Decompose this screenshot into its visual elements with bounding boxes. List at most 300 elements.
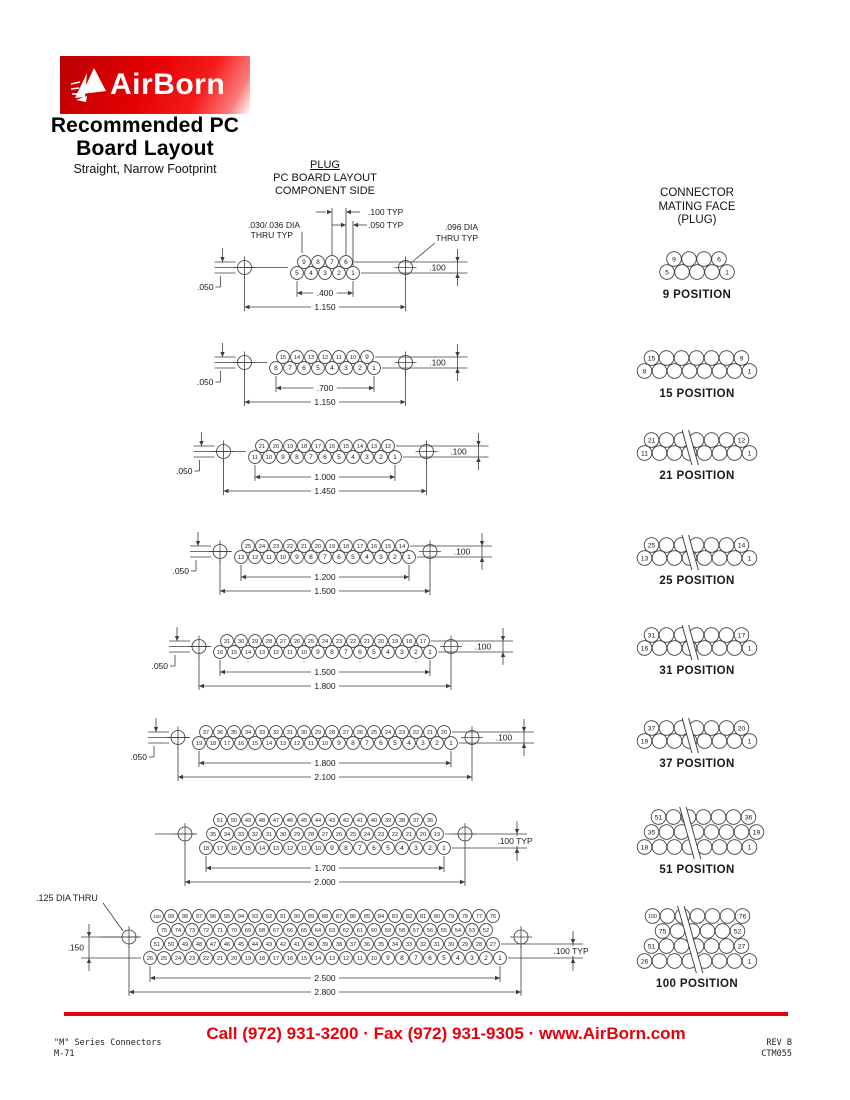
svg-text:6: 6 <box>323 454 327 462</box>
svg-text:43: 43 <box>265 942 273 949</box>
svg-text:83: 83 <box>391 914 399 921</box>
svg-text:19: 19 <box>286 444 294 451</box>
svg-text:4: 4 <box>365 554 369 562</box>
svg-text:30: 30 <box>279 832 287 839</box>
svg-text:32: 32 <box>272 730 280 737</box>
svg-text:29: 29 <box>461 942 469 949</box>
svg-text:48: 48 <box>258 818 266 825</box>
svg-text:5: 5 <box>295 270 299 278</box>
svg-text:.100: .100 <box>474 641 492 652</box>
svg-text:.100: .100 <box>450 446 467 457</box>
svg-text:5: 5 <box>337 454 341 462</box>
svg-text:23: 23 <box>335 639 343 646</box>
svg-text:98: 98 <box>181 914 189 921</box>
svg-text:.050: .050 <box>151 661 168 671</box>
plug-header-line1: PLUG <box>310 159 340 171</box>
svg-text:5: 5 <box>372 649 376 657</box>
svg-text:27: 27 <box>321 832 329 839</box>
svg-text:.400: .400 <box>316 287 334 298</box>
svg-text:1: 1 <box>747 738 752 746</box>
svg-text:12: 12 <box>737 437 746 445</box>
svg-text:13: 13 <box>279 741 287 748</box>
svg-text:4: 4 <box>330 365 334 373</box>
svg-text:47: 47 <box>272 818 280 825</box>
svg-text:13: 13 <box>272 846 280 853</box>
svg-text:16: 16 <box>230 846 238 853</box>
svg-text:20: 20 <box>272 444 280 451</box>
svg-text:12: 12 <box>384 444 392 451</box>
svg-text:8: 8 <box>309 554 313 562</box>
svg-text:20: 20 <box>314 544 322 551</box>
svg-text:7: 7 <box>358 845 362 853</box>
svg-text:.125 DIA THRU: .125 DIA THRU <box>36 893 98 903</box>
svg-text:71: 71 <box>216 928 224 935</box>
svg-text:9: 9 <box>316 649 320 657</box>
svg-text:3: 3 <box>470 955 474 963</box>
svg-text:1: 1 <box>498 955 502 963</box>
svg-text:2: 2 <box>393 554 397 562</box>
svg-text:51: 51 <box>216 818 224 825</box>
svg-text:18: 18 <box>300 444 308 451</box>
series-number: M-71 <box>54 1049 75 1059</box>
svg-text:36: 36 <box>216 730 224 737</box>
svg-text:31: 31 <box>223 639 231 646</box>
svg-text:1: 1 <box>747 958 752 966</box>
svg-text:12: 12 <box>321 355 329 362</box>
svg-text:26: 26 <box>640 958 649 966</box>
svg-text:21: 21 <box>426 730 434 737</box>
svg-text:31: 31 <box>286 730 294 737</box>
svg-text:22: 22 <box>412 730 420 737</box>
svg-text:94: 94 <box>237 914 245 921</box>
svg-text:31: 31 <box>265 832 273 839</box>
svg-text:37: 37 <box>412 818 420 825</box>
svg-text:27: 27 <box>737 943 746 951</box>
svg-text:15: 15 <box>384 544 392 551</box>
svg-text:1: 1 <box>747 844 752 852</box>
svg-text:17: 17 <box>272 956 280 963</box>
svg-text:21: 21 <box>405 832 413 839</box>
svg-text:77: 77 <box>475 914 483 921</box>
svg-text:24: 24 <box>321 639 329 646</box>
svg-text:5: 5 <box>393 740 397 748</box>
svg-text:59: 59 <box>384 928 392 935</box>
mating-header-line3: (PLUG) <box>677 214 717 226</box>
svg-text:18: 18 <box>342 544 350 551</box>
svg-text:27: 27 <box>279 639 287 646</box>
plug-header-line2: PC BOARD LAYOUT <box>273 172 377 184</box>
svg-text:1: 1 <box>351 270 355 278</box>
svg-text:46: 46 <box>223 942 231 949</box>
svg-text:10: 10 <box>279 555 287 562</box>
pc-board-layout-21 <box>176 432 489 496</box>
svg-text:51: 51 <box>153 942 161 949</box>
svg-text:13: 13 <box>370 444 378 451</box>
svg-text:62: 62 <box>342 928 350 935</box>
svg-text:15: 15 <box>251 741 259 748</box>
mating-face-37 <box>637 718 757 770</box>
svg-text:44: 44 <box>314 818 322 825</box>
svg-text:16: 16 <box>640 645 649 653</box>
svg-text:41: 41 <box>356 818 364 825</box>
svg-text:8: 8 <box>316 259 320 267</box>
svg-text:.100: .100 <box>429 357 446 368</box>
svg-text:17: 17 <box>216 846 224 853</box>
svg-text:89: 89 <box>307 914 315 921</box>
svg-text:11: 11 <box>640 450 649 458</box>
svg-text:12: 12 <box>342 956 350 963</box>
svg-text:THRU TYP: THRU TYP <box>435 233 478 243</box>
svg-text:7: 7 <box>330 259 334 267</box>
mating-face-15 <box>637 351 757 400</box>
svg-text:.100 TYP: .100 TYP <box>553 945 589 956</box>
svg-text:6: 6 <box>717 256 721 264</box>
svg-text:1: 1 <box>725 269 729 277</box>
svg-text:16: 16 <box>286 956 294 963</box>
svg-text:23: 23 <box>377 832 385 839</box>
svg-text:21: 21 <box>300 544 308 551</box>
revision-info <box>761 1038 792 1060</box>
svg-text:27: 27 <box>489 942 497 949</box>
svg-text:20: 20 <box>419 832 427 839</box>
svg-text:7: 7 <box>309 454 313 462</box>
svg-text:64: 64 <box>314 928 322 935</box>
svg-text:37: 37 <box>202 730 210 737</box>
svg-text:33: 33 <box>405 942 413 949</box>
svg-text:29: 29 <box>314 730 322 737</box>
svg-text:17: 17 <box>223 741 231 748</box>
svg-text:3: 3 <box>421 740 425 748</box>
svg-text:40: 40 <box>370 818 378 825</box>
svg-text:16: 16 <box>328 444 336 451</box>
svg-text:24: 24 <box>363 832 371 839</box>
svg-text:15: 15 <box>342 444 350 451</box>
svg-text:75: 75 <box>160 928 168 935</box>
svg-text:45: 45 <box>300 818 308 825</box>
svg-text:46: 46 <box>286 818 294 825</box>
svg-text:38: 38 <box>398 818 406 825</box>
svg-text:73: 73 <box>188 928 196 935</box>
svg-text:2: 2 <box>337 270 341 278</box>
svg-text:12: 12 <box>251 555 259 562</box>
svg-text:.100 TYP: .100 TYP <box>368 207 404 217</box>
svg-text:35: 35 <box>377 942 385 949</box>
svg-text:44: 44 <box>251 942 259 949</box>
svg-text:1.500: 1.500 <box>314 666 336 677</box>
svg-text:25: 25 <box>370 730 378 737</box>
mating-face-25 <box>637 535 757 587</box>
svg-text:51: 51 <box>654 814 663 822</box>
svg-text:7: 7 <box>288 365 292 373</box>
svg-text:18: 18 <box>209 741 217 748</box>
svg-text:22: 22 <box>286 544 294 551</box>
svg-text:6: 6 <box>302 365 306 373</box>
svg-text:10: 10 <box>370 956 378 963</box>
svg-text:2.500: 2.500 <box>314 972 336 983</box>
svg-text:25: 25 <box>160 956 168 963</box>
svg-text:96: 96 <box>209 914 217 921</box>
svg-text:6: 6 <box>344 259 348 267</box>
svg-text:1.450: 1.450 <box>314 485 336 496</box>
svg-text:33: 33 <box>258 730 266 737</box>
series-name: "M" Series Connectors <box>54 1038 162 1048</box>
svg-text:5: 5 <box>442 955 446 963</box>
svg-text:42: 42 <box>279 942 287 949</box>
svg-text:1: 1 <box>747 555 752 563</box>
svg-text:56: 56 <box>426 928 434 935</box>
svg-text:55: 55 <box>440 928 448 935</box>
svg-text:1: 1 <box>747 450 752 458</box>
svg-text:80: 80 <box>433 914 441 921</box>
svg-text:21: 21 <box>647 437 656 445</box>
svg-text:2: 2 <box>484 955 488 963</box>
svg-text:.050: .050 <box>196 282 214 292</box>
svg-text:40: 40 <box>307 942 315 949</box>
svg-text:10: 10 <box>349 355 357 362</box>
svg-text:14: 14 <box>293 355 301 362</box>
svg-text:1: 1 <box>747 368 752 376</box>
svg-text:100: 100 <box>153 913 161 919</box>
svg-text:18: 18 <box>202 846 210 853</box>
svg-text:2: 2 <box>435 740 439 748</box>
svg-text:11: 11 <box>266 555 272 562</box>
svg-text:31 POSITION: 31 POSITION <box>659 665 735 677</box>
series-info <box>54 1038 161 1060</box>
svg-text:20: 20 <box>737 725 746 733</box>
svg-text:76: 76 <box>489 914 497 921</box>
svg-text:8: 8 <box>400 955 404 963</box>
svg-text:4: 4 <box>309 270 313 278</box>
svg-text:1.500: 1.500 <box>314 585 336 596</box>
pc-board-layout-31 <box>151 627 513 691</box>
svg-text:36: 36 <box>426 818 434 825</box>
svg-text:11: 11 <box>308 741 314 748</box>
svg-text:10: 10 <box>265 455 273 462</box>
svg-text:9: 9 <box>386 955 390 963</box>
svg-text:29: 29 <box>251 639 259 646</box>
svg-text:6: 6 <box>428 955 432 963</box>
svg-text:15: 15 <box>279 355 287 362</box>
svg-text:21: 21 <box>216 956 224 963</box>
svg-text:1.800: 1.800 <box>314 757 336 768</box>
svg-text:5: 5 <box>316 365 320 373</box>
plug-header-line3: COMPONENT SIDE <box>274 185 376 197</box>
svg-text:52: 52 <box>482 928 490 935</box>
svg-text:19: 19 <box>391 639 399 646</box>
svg-text:78: 78 <box>461 914 469 921</box>
svg-text:34: 34 <box>223 832 231 839</box>
svg-text:37: 37 <box>647 725 656 733</box>
mating-face-100 <box>637 906 757 990</box>
svg-text:1: 1 <box>407 554 411 562</box>
svg-text:79: 79 <box>447 914 455 921</box>
svg-text:3: 3 <box>379 554 383 562</box>
svg-text:6: 6 <box>379 740 383 748</box>
svg-text:38: 38 <box>335 942 343 949</box>
svg-text:21 POSITION: 21 POSITION <box>659 470 735 482</box>
svg-text:8: 8 <box>642 368 647 376</box>
svg-text:35: 35 <box>230 730 238 737</box>
svg-text:4: 4 <box>456 955 460 963</box>
svg-text:23: 23 <box>398 730 406 737</box>
svg-text:28: 28 <box>475 942 483 949</box>
svg-text:1: 1 <box>449 740 453 748</box>
svg-text:11: 11 <box>336 355 342 362</box>
svg-text:16: 16 <box>237 741 245 748</box>
svg-text:14: 14 <box>356 444 364 451</box>
svg-text:70: 70 <box>230 928 238 935</box>
svg-text:28: 28 <box>328 730 336 737</box>
svg-text:100 POSITION: 100 POSITION <box>655 978 739 990</box>
svg-text:9: 9 <box>281 454 285 462</box>
svg-text:8: 8 <box>344 845 348 853</box>
title-line-1: Recommended PC <box>50 114 240 137</box>
mating-face-31 <box>637 625 757 677</box>
svg-text:53: 53 <box>468 928 476 935</box>
svg-text:15: 15 <box>300 956 308 963</box>
svg-text:1.700: 1.700 <box>314 862 336 873</box>
pc-board-layout-100 <box>36 893 592 997</box>
svg-text:14: 14 <box>265 741 273 748</box>
svg-text:17: 17 <box>419 639 427 646</box>
svg-text:3: 3 <box>344 365 348 373</box>
svg-text:.700: .700 <box>316 382 334 393</box>
svg-text:4: 4 <box>407 740 411 748</box>
svg-text:1: 1 <box>747 645 752 653</box>
svg-text:2: 2 <box>414 649 418 657</box>
svg-text:19: 19 <box>195 741 203 748</box>
svg-text:26: 26 <box>146 956 154 963</box>
svg-text:9: 9 <box>365 354 369 362</box>
svg-text:72: 72 <box>202 928 210 935</box>
svg-text:1.000: 1.000 <box>314 471 336 482</box>
svg-text:92: 92 <box>265 914 273 921</box>
svg-text:.050 TYP: .050 TYP <box>368 220 404 230</box>
svg-text:32: 32 <box>419 942 427 949</box>
doc-number: CTM055 <box>761 1049 792 1059</box>
mating-face-51 <box>637 807 764 876</box>
svg-text:19: 19 <box>640 738 649 746</box>
svg-text:12: 12 <box>293 741 301 748</box>
svg-text:19: 19 <box>433 832 441 839</box>
svg-text:10: 10 <box>314 846 322 853</box>
svg-text:25 POSITION: 25 POSITION <box>659 575 735 587</box>
svg-text:87: 87 <box>335 914 343 921</box>
svg-text:2: 2 <box>358 365 362 373</box>
svg-text:2.000: 2.000 <box>314 876 336 887</box>
svg-text:2.800: 2.800 <box>314 986 336 997</box>
svg-text:8: 8 <box>351 740 355 748</box>
svg-text:7: 7 <box>344 649 348 657</box>
svg-text:25: 25 <box>244 544 252 551</box>
svg-text:4: 4 <box>351 454 355 462</box>
svg-text:6: 6 <box>372 845 376 853</box>
svg-text:.096 DIA: .096 DIA <box>444 222 478 232</box>
svg-text:84: 84 <box>377 914 385 921</box>
svg-text:.150: .150 <box>67 942 84 953</box>
svg-text:25: 25 <box>647 542 656 550</box>
svg-text:81: 81 <box>419 914 427 921</box>
svg-text:34: 34 <box>391 942 399 949</box>
svg-text:9: 9 <box>337 740 341 748</box>
svg-text:47: 47 <box>209 942 217 949</box>
svg-text:28: 28 <box>307 832 315 839</box>
mating-face-21 <box>637 430 757 482</box>
svg-text:14: 14 <box>737 542 746 550</box>
svg-text:9: 9 <box>295 554 299 562</box>
svg-text:5: 5 <box>351 554 355 562</box>
svg-text:9: 9 <box>672 256 676 264</box>
svg-text:32: 32 <box>251 832 259 839</box>
svg-text:99: 99 <box>167 914 175 921</box>
svg-text:75: 75 <box>658 928 667 936</box>
svg-text:17: 17 <box>356 544 364 551</box>
svg-text:3: 3 <box>414 845 418 853</box>
svg-text:39: 39 <box>384 818 392 825</box>
svg-text:49: 49 <box>244 818 252 825</box>
pc-board-layout-51 <box>155 814 536 887</box>
svg-text:8: 8 <box>295 454 299 462</box>
svg-text:.030/.036 DIA: .030/.036 DIA <box>248 220 300 230</box>
svg-text:2.100: 2.100 <box>314 771 336 782</box>
svg-text:20: 20 <box>377 639 385 646</box>
svg-text:88: 88 <box>321 914 329 921</box>
svg-text:13: 13 <box>258 650 266 657</box>
svg-text:25: 25 <box>349 832 357 839</box>
svg-text:66: 66 <box>286 928 294 935</box>
pc-board-layout-9 <box>197 207 478 312</box>
svg-text:.100: .100 <box>495 732 513 743</box>
svg-text:18: 18 <box>405 639 413 646</box>
svg-text:.100 TYP: .100 TYP <box>497 835 533 846</box>
pc-board-layout-25 <box>172 532 492 596</box>
svg-text:19: 19 <box>328 544 336 551</box>
svg-text:1.150: 1.150 <box>314 396 336 407</box>
svg-text:1: 1 <box>372 365 376 373</box>
svg-text:4: 4 <box>400 845 404 853</box>
svg-text:28: 28 <box>265 639 273 646</box>
svg-text:1: 1 <box>393 454 397 462</box>
svg-text:20: 20 <box>440 730 448 737</box>
svg-text:16: 16 <box>370 544 378 551</box>
svg-text:25: 25 <box>307 639 315 646</box>
svg-text:30: 30 <box>447 942 455 949</box>
svg-text:3: 3 <box>323 270 327 278</box>
svg-text:8: 8 <box>274 365 278 373</box>
svg-text:30: 30 <box>237 639 245 646</box>
svg-text:91: 91 <box>279 914 287 921</box>
svg-text:5: 5 <box>386 845 390 853</box>
svg-text:10: 10 <box>300 650 308 657</box>
svg-text:49: 49 <box>181 942 189 949</box>
mating-header-line2: MATING FACE <box>658 200 736 213</box>
svg-text:22: 22 <box>202 956 210 963</box>
svg-text:15: 15 <box>244 846 252 853</box>
svg-text:17: 17 <box>737 632 746 640</box>
svg-text:13: 13 <box>307 355 315 362</box>
svg-text:18: 18 <box>640 844 649 852</box>
svg-text:7: 7 <box>323 554 327 562</box>
svg-text:THRU TYP: THRU TYP <box>250 230 293 240</box>
svg-text:29: 29 <box>293 832 301 839</box>
svg-text:36: 36 <box>363 942 371 949</box>
svg-text:4: 4 <box>386 649 390 657</box>
svg-text:18: 18 <box>258 956 266 963</box>
svg-text:15 POSITION: 15 POSITION <box>659 388 735 400</box>
svg-text:16: 16 <box>216 650 224 657</box>
svg-text:23: 23 <box>272 544 280 551</box>
svg-text:13: 13 <box>640 555 649 563</box>
